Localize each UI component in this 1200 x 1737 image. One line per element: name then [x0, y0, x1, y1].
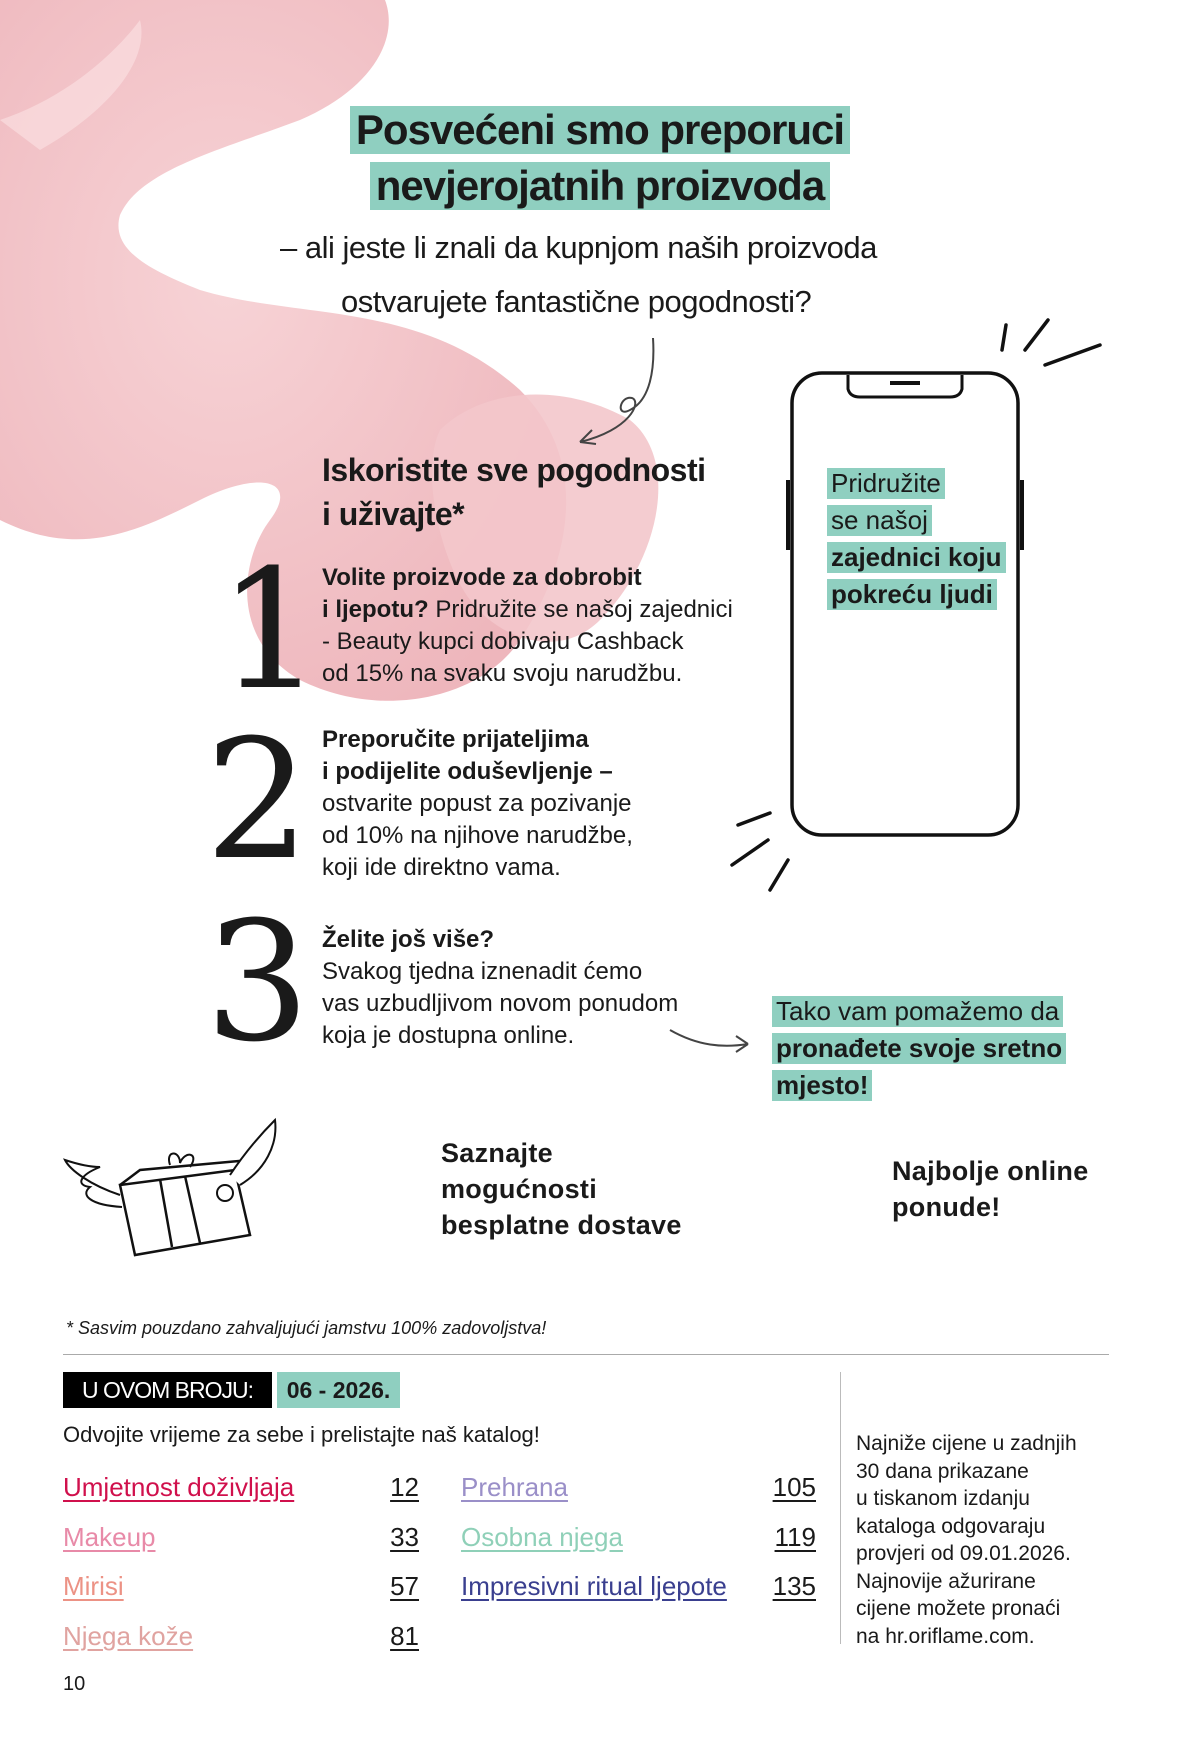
price-note: Najniže cijene u zadnjih 30 dana prikazane u tiskanom izdanju kataloga odgovaraju provjeri od 09.01.2026. Najnovije ažurirane cijene možete pronaći na hr.oriflame.com.	[856, 1432, 1077, 1648]
toc-link[interactable]: Osobna njega	[461, 1522, 623, 1552]
toc-link[interactable]: Njega kože	[63, 1621, 194, 1651]
online-offers-text: Najbolje online ponude!	[892, 1156, 1089, 1222]
step-1-text: Volite proizvode za dobrobit i ljepotu? Pridružite se našoj zajednici - Beauty kupci dobivaju Cashback od 15% na svaku svoju narudžbu.	[322, 564, 733, 687]
step-number-2: 2	[205, 704, 310, 896]
vertical-divider	[840, 1372, 841, 1644]
toc-page-number[interactable]: 57	[390, 1571, 419, 1601]
toc-link[interactable]: Impresivni ritual ljepote	[461, 1571, 727, 1601]
toc-link[interactable]: Umjetnost doživljaja	[63, 1472, 295, 1502]
subtitle-line-2: ostvarujete fantastične pogodnosti?	[341, 284, 812, 319]
toc-page-number[interactable]: 81	[390, 1621, 419, 1651]
phone-community-text: Pridružite se našoj zajednici koju pokreću ljudi	[827, 466, 1006, 614]
arrow-right-icon	[668, 1022, 753, 1062]
toc-link[interactable]: Mirisi	[63, 1571, 124, 1601]
headline-line-2: nevjerojatnih proizvoda	[0, 162, 1200, 210]
toc-page-number[interactable]: 12	[390, 1472, 419, 1502]
divider	[63, 1354, 1109, 1355]
winged-gift-box-icon	[60, 1115, 285, 1265]
happy-place-text: Tako vam pomažemo da pronađete svoje sretno mjesto!	[772, 994, 1066, 1105]
catalog-intro: Odvojite vrijeme za sebe i prelistajte naš katalog!	[63, 1422, 540, 1447]
step-2-text: Preporučite prijateljima i podijelite oduševljenje – ostvarite popust za pozivanje od 10% na njihove narudžbe, koji ide direktno vama.	[322, 726, 633, 881]
footnote: * Sasvim pouzdano zahvaljujući jamstvu 100% zadovoljstva!	[66, 1318, 547, 1338]
toc-page-number[interactable]: 135	[772, 1571, 816, 1601]
step-3-text: Želite još više? Svakog tjedna iznenadit ćemo vas uzbudljivom novom ponudom koja je dostupna online.	[322, 926, 679, 1049]
toc-page-number[interactable]: 119	[774, 1522, 816, 1552]
toc-page-number[interactable]: 33	[390, 1522, 419, 1552]
benefits-heading: Iskoristite sve pogodnosti i uživajte*	[322, 452, 706, 532]
headline-line-1: Posvećeni smo preporuci	[0, 106, 1200, 154]
issue-number: 06 - 2026.	[277, 1372, 400, 1408]
curly-arrow-icon	[560, 330, 670, 450]
toc-link[interactable]: Prehrana	[461, 1472, 568, 1502]
subtitle-line-1: – ali jeste li znali da kupnjom naših proizvoda	[280, 230, 877, 265]
step-number-3: 3	[205, 886, 310, 1078]
toc-link[interactable]: Makeup	[63, 1522, 156, 1552]
step-number-1: 1	[218, 534, 323, 726]
page-number: 10	[63, 1673, 86, 1695]
toc-page-number[interactable]: 105	[772, 1472, 816, 1502]
free-delivery-text: Saznajte mogućnosti besplatne dostave	[441, 1138, 682, 1240]
issue-label: U OVOM BROJU:	[63, 1372, 272, 1408]
